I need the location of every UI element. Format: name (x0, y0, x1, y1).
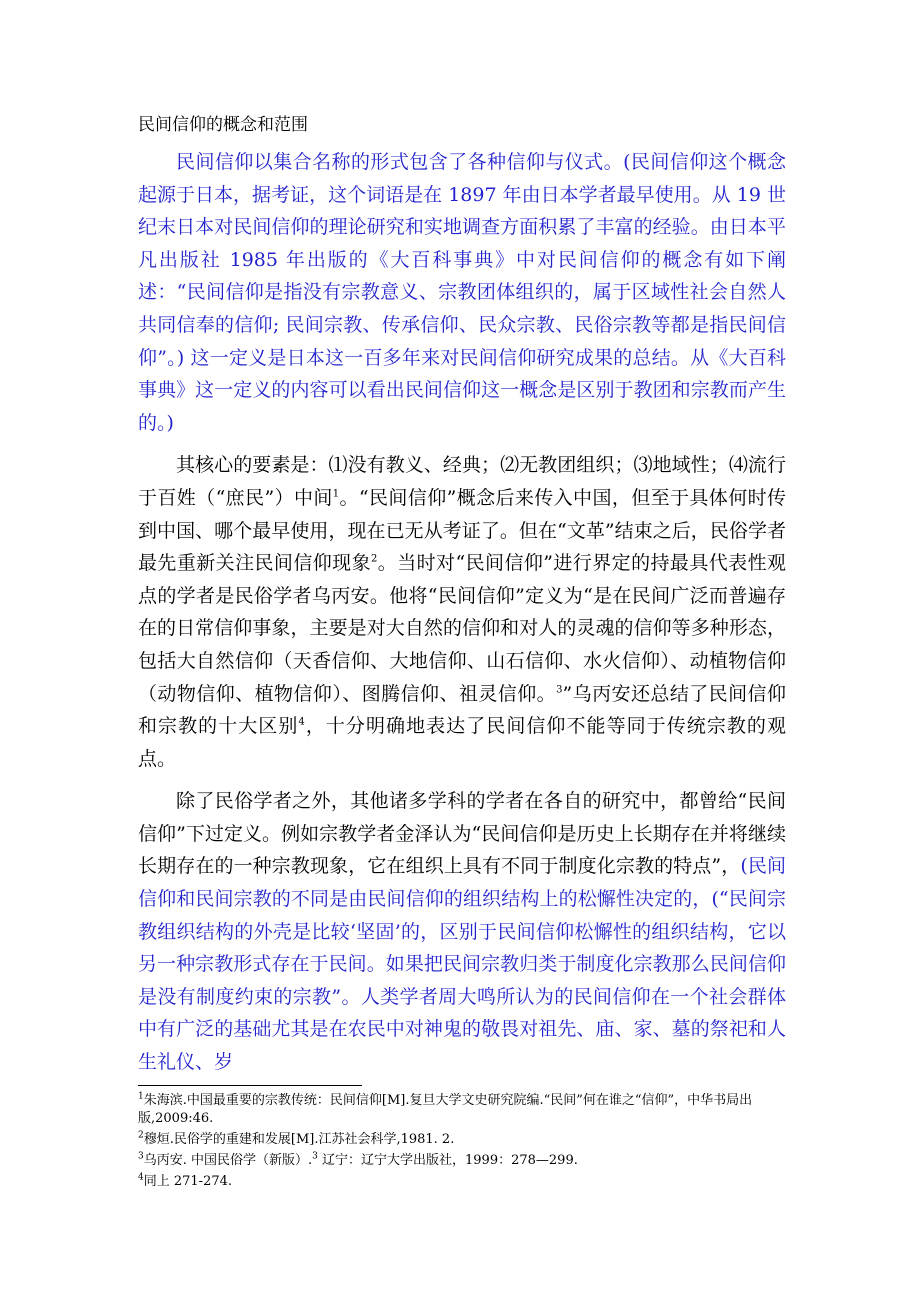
paragraph-2 (138, 449, 786, 775)
footnote-ref-3[interactable]: 3 (556, 684, 563, 696)
section-heading: 民间信仰的概念和范围 (138, 115, 308, 135)
footnote-number: 2 (138, 1130, 144, 1141)
footnote-number: 1 (138, 1091, 144, 1102)
footnote-ref-1[interactable]: 1 (332, 488, 340, 500)
footnote-1 (138, 1092, 788, 1128)
footnote-2 (138, 1131, 788, 1149)
body-text (138, 146, 786, 1089)
paragraph-text: 除了民俗学者之外，其他诸多学科的学者在各自的研究中，都曾给“民间信仰”下过定义。例如宗教学者金泽认为“民间信仰是历史上长期存在并将继续长期存在的一种宗教现象，它在组织上具有不同于制度化宗教的特点”， (138, 790, 786, 878)
footnote-number: 3 (312, 1151, 318, 1162)
footnote-text: 穆烜.民俗学的重建和发展[M].江苏社会科学,1981. 2. (143, 1132, 455, 1147)
footnote-ref-2[interactable]: 2 (371, 553, 378, 565)
footnote-text: 乌丙安. 中国民俗学（新版）. (143, 1153, 313, 1168)
highlighted-text: (民间信仰和民间宗教的不同是由民间信仰的组织结构上的松懈性决定的，(“民间宗教组织结构的外壳是比较‘坚固’的，区别于民间信仰松懈性的组织结构，它以另一种宗教形式存在于民间。如果把民间宗教归类于制度化宗教那么民间信仰是没有制度约束的宗教”。人类学者周大鸣所认为的民间信仰在一个社会群体中有广泛的基础尤其是在农民中对神鬼的敬畏对祖先、庙、家、墓的祭祀和人生礼仪、岁 (138, 855, 786, 1074)
footnote-ref-4[interactable]: 4 (298, 716, 305, 728)
footnote-4 (138, 1173, 788, 1191)
paragraph-1 (138, 146, 786, 439)
footnote-text: 朱海滨.中国最重要的宗教传统：民间信仰[M].复旦大学文史研究院编.“民间”何在谁之“信仰”，中华书局出版,2009:46. (138, 1093, 753, 1126)
paragraph-text: 。当时对“民间信仰”进行界定的持最具代表性观点的学者是民俗学者乌丙安。他将“民间信仰”定义为“是在民间广泛而普遍存在的日常信仰事象，主要是对大自然的信仰和对人的灵魂的信仰等多种形态，包括大自然信仰（天香信仰、大地信仰、山石信仰、水火信仰）、动植物信仰（动物信仰、植物信仰）、图腾信仰、祖灵信仰。 (138, 552, 786, 705)
footnotes (138, 1092, 788, 1194)
paragraph-text: 其核心的要素是：⑴没有教义、经典；⑵无教团组织；⑶地域性；⑷流行于百姓（“庶民”）中间 (138, 454, 786, 509)
paragraph-text: ，十分明确地表达了民间信仰不能等同于传统宗教的观点。 (138, 715, 786, 770)
footnote-separator (138, 1085, 362, 1086)
paragraph-text: ”乌丙安还总结了民间信仰和宗教的十大区别 (138, 682, 786, 738)
footnote-number: 4 (138, 1172, 144, 1183)
footnote-number: 3 (138, 1151, 144, 1162)
footnote-3 (138, 1152, 788, 1170)
highlighted-text: 民间信仰以集合名称的形式包含了各种信仰与仪式。(民间信仰这个概念起源于日本，据考证，这个词语是在 1897 年由日本学者最早使用。从 19 世纪末日本对民间信仰的理论研究和实地调查方面积累了丰富的经验。由日本平凡出版社 1985 年出版的《大百科事典》中对民间信仰的概念有如下阐述：“民间信仰是指没有宗教意义、宗教团体组织的，属于区域性社会自然人共同信奉的信仰; 民间宗教、传承信仰、民众宗教、民俗宗教等都是指民间信仰”。) 这一定义是日本这一百多年来对民间信仰研究成果的总结。从《大百科事典》这一定义的内容可以看出民间信仰这一概念是区别于教团和宗教而产生的。) (138, 151, 786, 434)
paragraph-3 (138, 785, 786, 1078)
footnote-text: 同上 271-274. (143, 1174, 233, 1189)
footnote-text: 辽宁：辽宁大学出版社，1999：278—299. (317, 1153, 578, 1168)
paragraph-text: 。“民间信仰”概念后来传入中国，但至于具体何时传到中国、哪个最早使用，现在已无从考证了。但在“文革”结束之后，民俗学者最先重新关注民间信仰现象 (138, 486, 786, 575)
